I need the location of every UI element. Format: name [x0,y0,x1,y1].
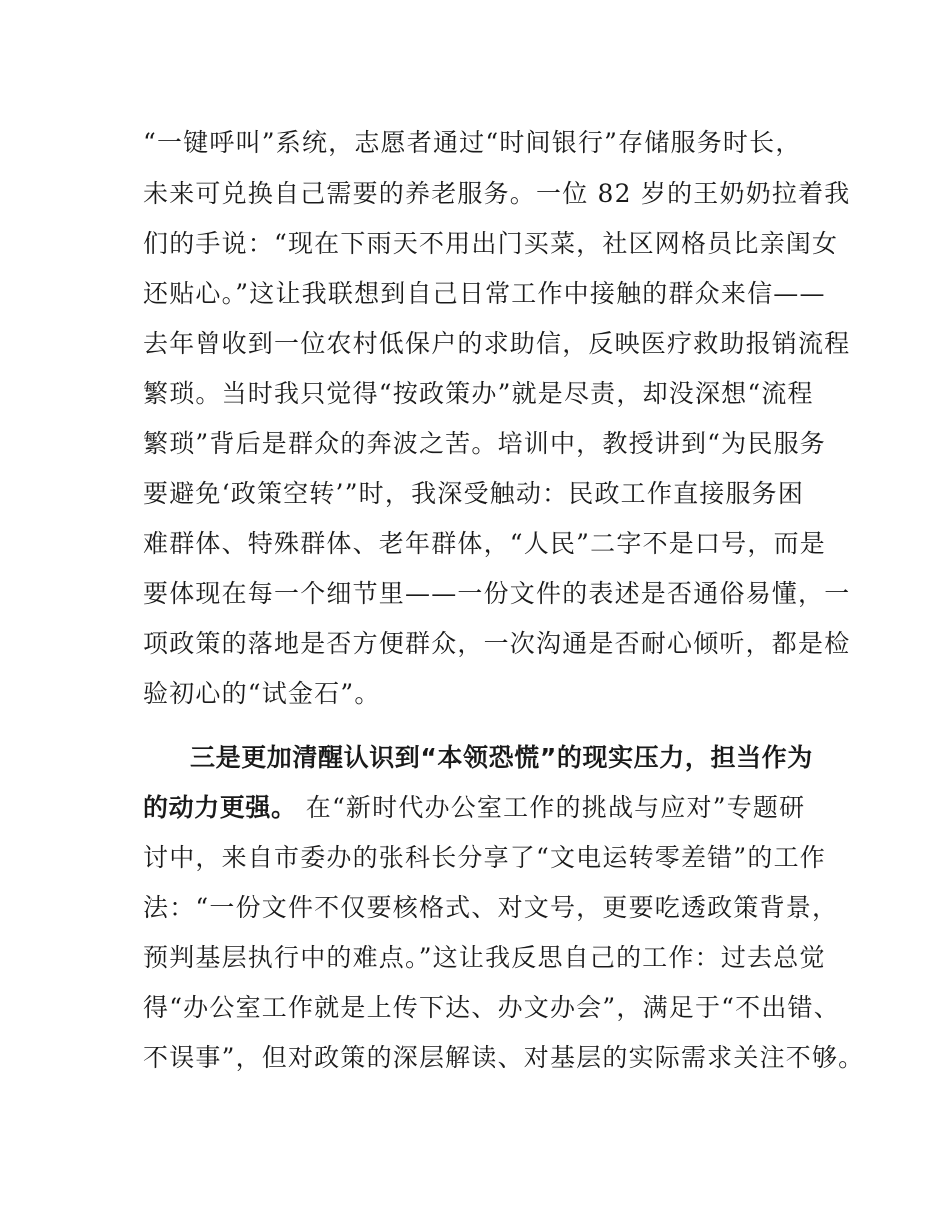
body-text-line: 未来可兑换自己需要的养老服务。一位 82 岁的王奶奶拉着我 [143,179,851,208]
section-heading: 三是更加清醒认识到“本领恐慌”的现实压力，担当作为 [190,743,813,772]
body-text-line: 得“办公室工作就是上传下达、办文办会”，满足于“不出错、 [143,993,840,1022]
body-text-line: 难群体、特殊群体、老年群体，“人民”二字不是口号，而是 [143,529,826,558]
body-text-line: 法：“一份文件不仅要核格式、对文号，更要吃透政策背景， [143,893,839,922]
body-text-line: 不误事”，但对政策的深层解读、对基层的实际需求关注不够。 [143,1043,865,1072]
body-text-line: 项政策的落地是否方便群众，一次沟通是否耐心倾听，都是检 [143,629,851,658]
body-text-line: 验初心的“试金石”。 [143,679,381,708]
body-text-line: 去年曾收到一位农村低保户的求助信，反映医疗救助报销流程 [143,329,851,358]
body-text-inline: 在“新时代办公室工作的挑战与应对”专题研 [296,793,806,822]
body-text-line: 繁琐”背后是群众的奔波之苦。培训中，教授讲到“为民服务 [143,429,826,458]
body-text-line: 繁琐。当时我只觉得“按政策办”就是尽责，却没深想“流程 [143,379,814,408]
body-text-line: 要避免‘政策空转’”时，我深受触动：民政工作直接服务困 [143,479,805,508]
section-heading-continuation [143,793,805,823]
body-text-line: 还贴心。”这让我联想到自己日常工作中接触的群众来信—— [143,279,826,308]
body-text-line: 预判基层执行中的难点。”这让我反思自己的工作：过去总觉 [143,943,826,972]
body-text-line: “一键呼叫”系统，志愿者通过“时间银行”存储服务时长， [143,128,802,157]
body-text-line: 们的手说：“现在下雨天不用出门买菜，社区网格员比亲闺女 [143,229,839,258]
body-text-line: 要体现在每一个细节里——一份文件的表述是否通俗易懂，一 [143,579,851,608]
body-text-line: 讨中，来自市委办的张科长分享了“文电运转零差错”的工作 [143,843,826,872]
section-heading-end: 的动力更强。 [143,793,297,822]
